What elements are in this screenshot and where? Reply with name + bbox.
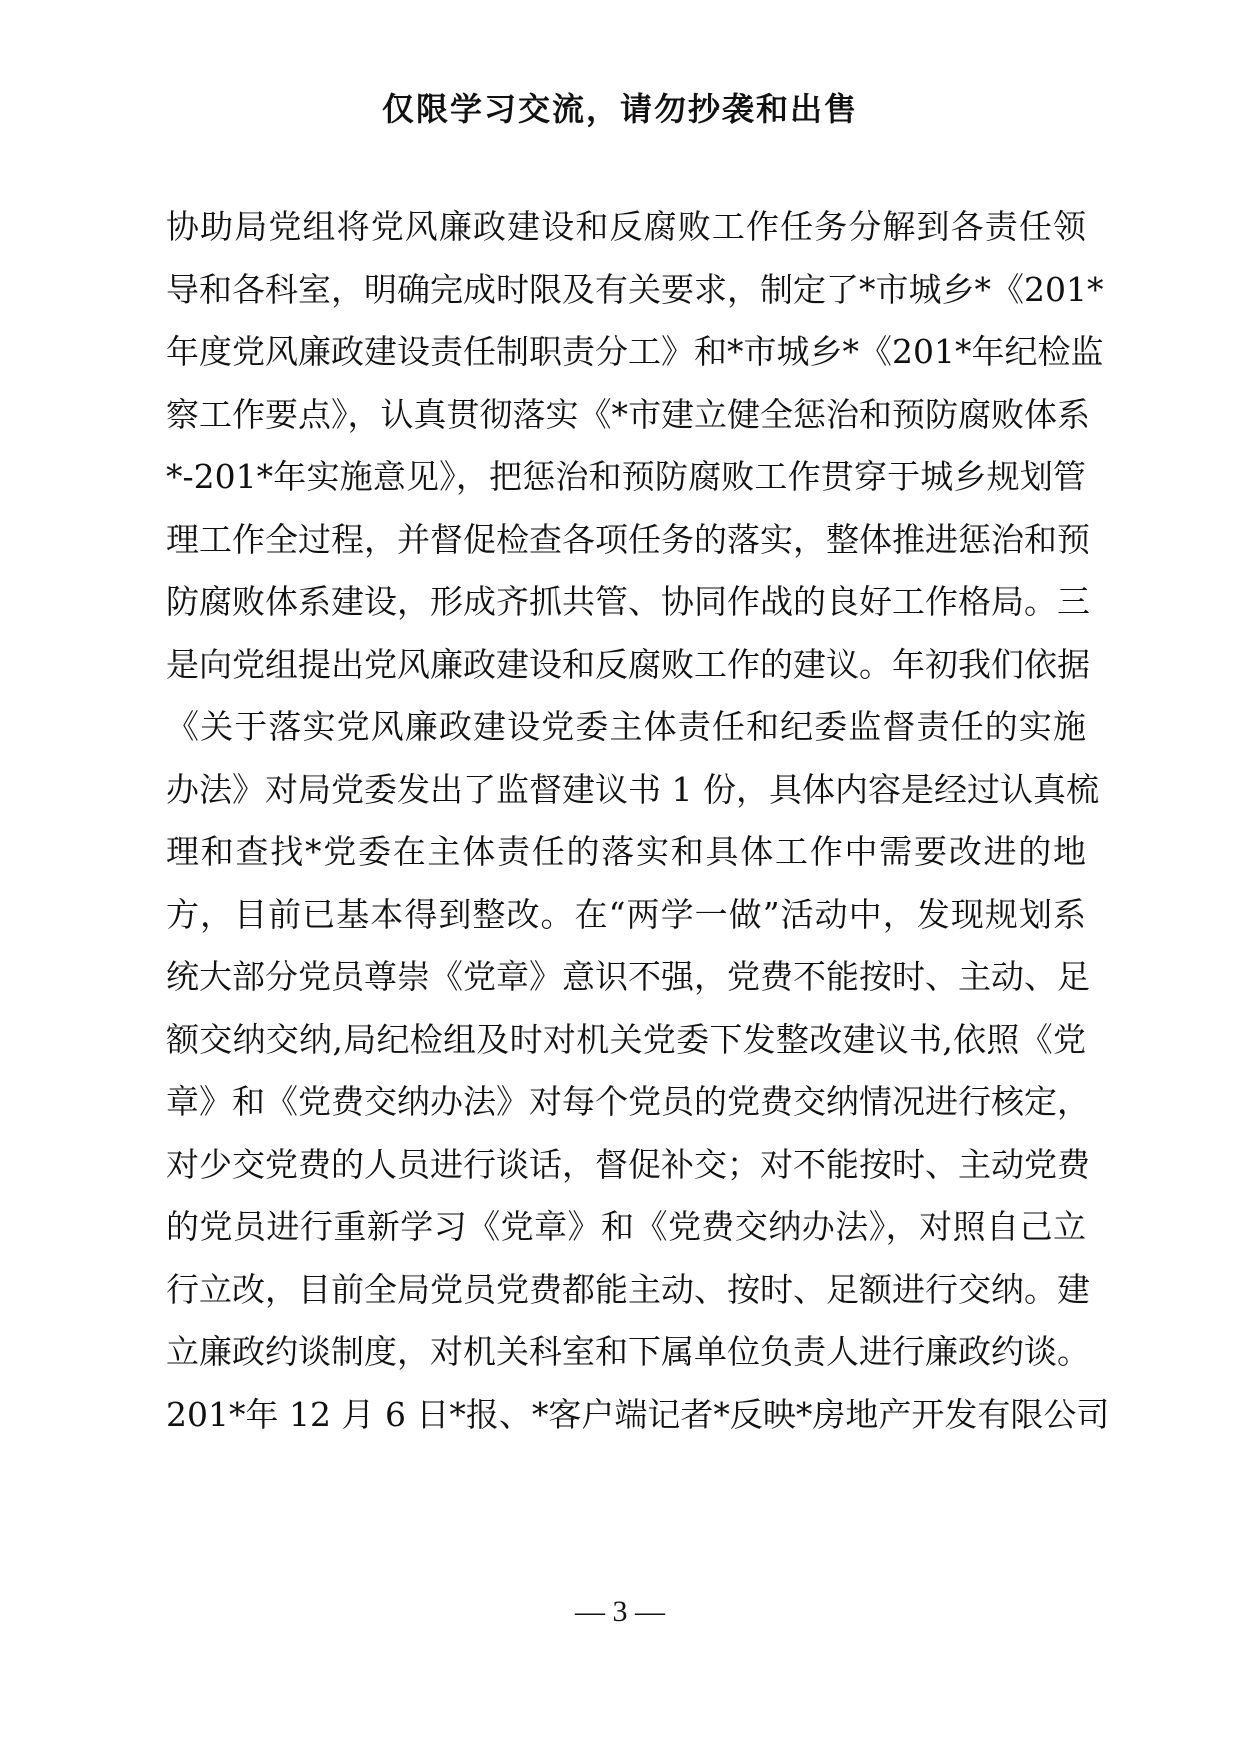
text-line: 是向党组提出党风廉政建设和反腐败工作的建议。年初我们依据 [166, 644, 1090, 684]
text-line: 的党员进行重新学习《党章》和《党费交纳办法》，对照自己立 [166, 1207, 1086, 1246]
text-line: 理工作全过程，并督促检查各项任务的落实，整体推进惩治和预 [166, 519, 1090, 559]
text-line: 方，目前已基本得到整改。在“两学一做”活动中，发现规划系 [166, 894, 1086, 934]
text-line: 立廉政约谈制度，对机关科室和下属单位负责人进行廉政约谈。 [166, 1332, 1090, 1371]
text-line: 行立改，目前全局党员党费都能主动、按时、足额进行交纳。建 [166, 1269, 1090, 1309]
text-line: 额交纳交纳,局纪检组及时对机关党委下发整改建议书,依照《党 [166, 1019, 1086, 1059]
text-line: 防腐败体系建设，形成齐抓共管、协同作战的良好工作格局。三 [166, 582, 1090, 621]
text-line: 201*年 12 月 6 日*报、*客户端记者*反映*房地产开发有限公司 [166, 1394, 1110, 1434]
text-line: 察工作要点》，认真贯彻落实《*市建立健全惩治和预防腐败体系 [166, 394, 1090, 434]
text-line: 《关于落实党风廉政建设党委主体责任和纪委监督责任的实施 [166, 707, 1086, 746]
text-line: 章》和《党费交纳办法》对每个党员的党费交纳情况进行核定， [166, 1082, 1090, 1121]
body-text [166, 196, 1110, 1446]
text-line: 年度党风廉政建设责任制职责分工》和*市城乡*《201*年纪检监 [166, 332, 1104, 371]
page-header: 仅限学习交流，请勿抄袭和出售 [381, 90, 858, 128]
text-line: *-201*年实施意见》，把惩治和预防腐败工作贯穿于城乡规划管 [166, 457, 1086, 496]
text-line: 对少交党费的人员进行谈话，督促补交；对不能按时、主动党费 [166, 1144, 1090, 1184]
text-line: 理和查找*党委在主体责任的落实和具体工作中需要改进的地 [166, 832, 1086, 871]
text-line: 导和各科室，明确完成时限及有关要求，制定了*市城乡*《201* [166, 269, 1104, 309]
text-line: 办法》对局党委发出了监督建议书 1 份，具体内容是经过认真梳 [166, 769, 1099, 809]
page-number: — 3 — [575, 1595, 665, 1628]
text-line: 协助局党组将党风廉政建设和反腐败工作任务分解到各责任领 [166, 207, 1086, 246]
text-line: 统大部分党员尊崇《党章》意识不强，党费不能按时、主动、足 [166, 957, 1090, 996]
